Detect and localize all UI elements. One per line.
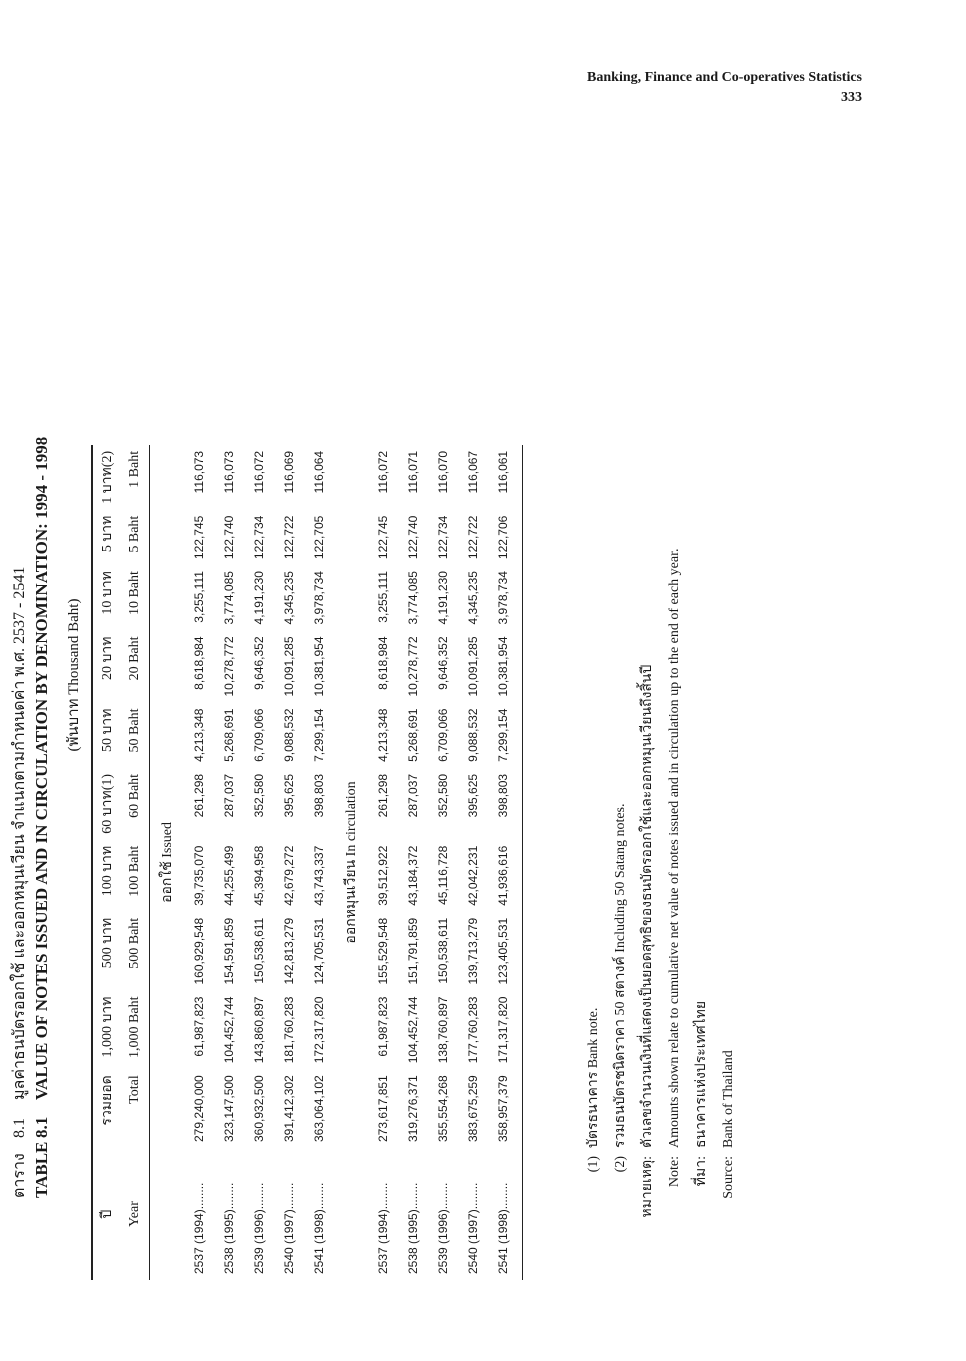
value-cell: 261,298 xyxy=(192,773,206,818)
value-cell: 116,069 xyxy=(282,450,296,494)
value-cell: 395,625 xyxy=(466,773,480,818)
value-cell: 116,064 xyxy=(312,450,326,494)
value-cell: 139,713,279 xyxy=(466,917,480,985)
value-cell: 9,646,352 xyxy=(252,636,266,690)
footnote xyxy=(607,549,634,1231)
value-cell: 4,345,235 xyxy=(466,571,480,625)
value-cell: 45,116,728 xyxy=(436,845,450,905)
value-cell: 122,745 xyxy=(376,515,390,560)
bottom-rule xyxy=(518,445,523,1280)
rotated-table-page xyxy=(0,60,815,1290)
value-cell: 10,381,954 xyxy=(496,636,510,697)
value-cell: 122,740 xyxy=(406,515,420,560)
value-cell: 122,722 xyxy=(282,515,296,560)
value-cell: 352,580 xyxy=(252,773,266,818)
value-cell: 122,745 xyxy=(192,515,206,560)
value-cell: 360,932,500 xyxy=(252,1075,266,1142)
footnotes xyxy=(580,549,742,1231)
year-cell: 2539 (1996)........ xyxy=(436,1182,450,1274)
value-cell: 116,072 xyxy=(252,450,266,494)
value-cell: 39,512,922 xyxy=(376,845,390,906)
column-header-en: 500 Baht xyxy=(127,917,142,969)
footnote-text: บัตรธนาคาร Bank note. xyxy=(586,1007,601,1148)
column-header-en: 100 Baht xyxy=(127,845,142,897)
value-cell: 8,618,984 xyxy=(192,636,206,690)
footnote-text: ธนาคารแห่งประเทศไทย xyxy=(694,1000,709,1148)
value-cell: 142,813,279 xyxy=(282,917,296,985)
value-cell: 3,978,734 xyxy=(496,571,510,625)
value-cell: 261,298 xyxy=(376,773,390,818)
value-cell: 172,317,820 xyxy=(312,996,326,1064)
table-row xyxy=(244,445,274,1280)
value-cell: 43,743,337 xyxy=(312,845,326,906)
value-cell: 4,191,230 xyxy=(252,571,266,625)
value-cell: 116,067 xyxy=(466,450,480,494)
column-header-en: Year xyxy=(127,1201,142,1227)
value-cell: 323,147,500 xyxy=(222,1075,236,1142)
value-cell: 45,394,958 xyxy=(252,845,266,906)
value-cell: 151,791,859 xyxy=(406,917,420,985)
column-header-en: 1,000 Baht xyxy=(127,996,142,1058)
value-cell: 4,213,348 xyxy=(376,708,390,762)
value-cell: 9,646,352 xyxy=(436,636,450,690)
value-cell: 138,760,897 xyxy=(436,996,450,1064)
table-row xyxy=(274,445,304,1280)
column-header-th: 100 บาท xyxy=(100,845,115,897)
year-cell: 2538 (1995)........ xyxy=(222,1182,236,1274)
footnote xyxy=(715,549,742,1231)
footnote xyxy=(634,549,661,1231)
footnote xyxy=(688,549,715,1231)
column-header-th: 500 บาท xyxy=(100,917,115,969)
column-header-th: 5 บาท xyxy=(100,515,115,553)
footnote-text: ตัวเลขจำนวนเงินที่แสดงเป็นยอดสุทธิของธนบัตรออกใช้และออกหมุนเวียนถึงสิ้นปี xyxy=(640,664,655,1148)
value-cell: 10,278,772 xyxy=(406,636,420,697)
header-row-thai xyxy=(92,445,121,1280)
value-cell: 287,037 xyxy=(406,773,420,818)
value-cell: 10,091,285 xyxy=(282,636,296,697)
column-header-th: 1 บาท(2) xyxy=(100,450,115,504)
column-header-en: 20 Baht xyxy=(127,636,142,681)
value-cell: 4,191,230 xyxy=(436,571,450,625)
value-cell: 3,774,085 xyxy=(406,571,420,625)
value-cell: 171,317,820 xyxy=(496,996,510,1064)
value-cell: 398,803 xyxy=(312,773,326,818)
footnote-text: Bank of Thailand xyxy=(721,1050,736,1148)
value-cell: 319,276,371 xyxy=(406,1075,420,1142)
value-cell: 116,073 xyxy=(222,450,236,494)
value-cell: 104,452,744 xyxy=(406,996,420,1064)
value-cell: 7,299,154 xyxy=(496,708,510,762)
publication-title: Banking, Finance and Co-operatives Statistics xyxy=(587,70,862,85)
year-cell: 2541 (1998)........ xyxy=(496,1182,510,1274)
value-cell: 6,709,066 xyxy=(436,708,450,762)
year-cell: 2537 (1994)........ xyxy=(376,1182,390,1274)
value-cell: 355,554,268 xyxy=(436,1075,450,1142)
table-row xyxy=(398,445,428,1280)
value-cell: 44,255,499 xyxy=(222,845,236,906)
value-cell: 5,268,691 xyxy=(222,708,236,762)
value-cell: 42,679,272 xyxy=(282,845,296,906)
value-cell: 177,760,283 xyxy=(466,996,480,1064)
column-header-en: 1 Baht xyxy=(127,450,142,488)
footnote-key: ที่มา: xyxy=(694,1156,709,1187)
value-cell: 6,709,066 xyxy=(252,708,266,762)
value-cell: 154,591,859 xyxy=(222,917,236,985)
value-cell: 9,088,532 xyxy=(466,708,480,762)
notes-table xyxy=(91,445,523,1280)
value-cell: 3,978,734 xyxy=(312,571,326,625)
value-cell: 104,452,744 xyxy=(222,996,236,1064)
footnote-key: Note: xyxy=(667,1156,682,1188)
value-cell: 3,255,111 xyxy=(376,571,390,623)
year-cell: 2540 (1997)........ xyxy=(282,1182,296,1274)
footnote xyxy=(661,549,688,1231)
value-cell: 122,706 xyxy=(496,515,510,560)
page-number: 333 xyxy=(841,90,862,105)
column-header-en: 5 Baht xyxy=(127,515,142,553)
value-cell: 143,860,897 xyxy=(252,996,266,1064)
table-title xyxy=(7,437,52,1198)
value-cell: 391,412,302 xyxy=(282,1075,296,1142)
value-cell: 10,091,285 xyxy=(466,636,480,697)
value-cell: 395,625 xyxy=(282,773,296,818)
value-cell: 122,740 xyxy=(222,515,236,560)
value-cell: 155,529,548 xyxy=(376,917,390,985)
value-cell: 61,987,823 xyxy=(376,996,390,1057)
column-header-th: ปี xyxy=(100,1209,115,1219)
table-row xyxy=(428,445,458,1280)
value-cell: 160,929,548 xyxy=(192,917,206,985)
value-cell: 279,240,000 xyxy=(192,1075,206,1142)
value-cell: 43,184,372 xyxy=(406,845,420,906)
value-cell: 116,072 xyxy=(376,450,390,494)
value-cell: 181,760,283 xyxy=(282,996,296,1064)
value-cell: 398,803 xyxy=(496,773,510,818)
value-cell: 10,278,772 xyxy=(222,636,236,697)
column-header-th: 50 บาท xyxy=(100,708,115,753)
footnote-text: Amounts shown relate to cumulative net value of notes issued and in circulation up to the end of each year. xyxy=(667,548,682,1148)
footnote-key: (2) xyxy=(613,1156,628,1173)
table-row xyxy=(304,445,334,1280)
value-cell: 123,405,531 xyxy=(496,917,510,985)
value-cell: 150,538,611 xyxy=(436,917,450,984)
footnote xyxy=(580,549,607,1231)
footnote-key: Source: xyxy=(721,1156,736,1199)
value-cell: 116,071 xyxy=(406,450,420,494)
value-cell: 116,070 xyxy=(436,450,450,494)
value-cell: 10,381,954 xyxy=(312,636,326,697)
value-cell: 122,722 xyxy=(466,515,480,560)
value-cell: 122,734 xyxy=(436,515,450,560)
value-cell: 352,580 xyxy=(436,773,450,818)
footnote-text: รวมธนบัตรชนิดราคา 50 สตางค์ Including 50 Satang notes. xyxy=(613,803,628,1148)
value-cell: 358,957,379 xyxy=(496,1075,510,1142)
column-header-th: รวมยอด xyxy=(100,1075,115,1126)
circulation-section-title: ออกหมุนเวียน In circulation xyxy=(344,781,359,944)
value-cell: 124,705,531 xyxy=(312,917,326,985)
value-cell: 116,073 xyxy=(192,450,206,494)
footnote-key: หมายเหตุ: xyxy=(640,1156,655,1218)
table-row xyxy=(458,445,488,1280)
column-header-en: 10 Baht xyxy=(127,571,142,616)
title-english: TABLE 8.1 VALUE OF NOTES ISSUED AND IN CIRCULATION BY DENOMINATION: 1994 - 1998 xyxy=(32,436,51,1198)
value-cell: 3,774,085 xyxy=(222,571,236,625)
value-cell: 116,061 xyxy=(496,450,510,494)
value-cell: 8,618,984 xyxy=(376,636,390,690)
year-cell: 2541 (1998)........ xyxy=(312,1182,326,1274)
column-header-th: 20 บาท xyxy=(100,636,115,680)
table-row xyxy=(488,445,518,1280)
title-thai: ตาราง 8.1 มูลค่าธนบัตรออกใช้ และออกหมุนเวียน จำแนกตามกำหนดค่า พ.ศ. 2537 - 2541 xyxy=(11,566,28,1198)
value-cell: 5,268,691 xyxy=(406,708,420,762)
value-cell: 3,255,111 xyxy=(192,571,206,623)
column-header-th: 1,000 บาท xyxy=(100,996,115,1058)
value-cell: 122,705 xyxy=(312,515,326,560)
value-cell: 122,734 xyxy=(252,515,266,560)
value-cell: 287,037 xyxy=(222,773,236,818)
year-cell: 2537 (1994)........ xyxy=(192,1182,206,1274)
value-cell: 273,617,851 xyxy=(376,1075,390,1142)
value-cell: 363,064,102 xyxy=(312,1075,326,1142)
unit-label: (พันบาท Thousand Baht) xyxy=(66,598,82,752)
column-header-th: 60 บาท(1) xyxy=(100,773,115,834)
value-cell: 150,538,611 xyxy=(252,917,266,984)
table-row xyxy=(214,445,244,1280)
column-header-en: 50 Baht xyxy=(127,708,142,753)
year-cell: 2540 (1997)........ xyxy=(466,1182,480,1274)
value-cell: 4,345,235 xyxy=(282,571,296,625)
value-cell: 42,042,231 xyxy=(466,845,480,906)
column-header-th: 10 บาท xyxy=(100,571,115,615)
footnote-key: (1) xyxy=(586,1156,601,1173)
table-row xyxy=(368,445,398,1280)
value-cell: 61,987,823 xyxy=(192,996,206,1057)
value-cell: 39,735,070 xyxy=(192,845,206,906)
column-header-en: 60 Baht xyxy=(127,773,142,818)
column-header-en: Total xyxy=(127,1075,142,1104)
table-row xyxy=(184,445,214,1280)
issued-section-title: ออกใช้ Issued xyxy=(160,821,175,903)
value-cell: 9,088,532 xyxy=(282,708,296,762)
year-cell: 2539 (1996)........ xyxy=(252,1182,266,1274)
value-cell: 383,675,259 xyxy=(466,1075,480,1142)
value-cell: 4,213,348 xyxy=(192,708,206,762)
header-row-english xyxy=(121,445,150,1280)
value-cell: 41,936,616 xyxy=(496,845,510,906)
value-cell: 7,299,154 xyxy=(312,708,326,762)
year-cell: 2538 (1995)........ xyxy=(406,1182,420,1274)
